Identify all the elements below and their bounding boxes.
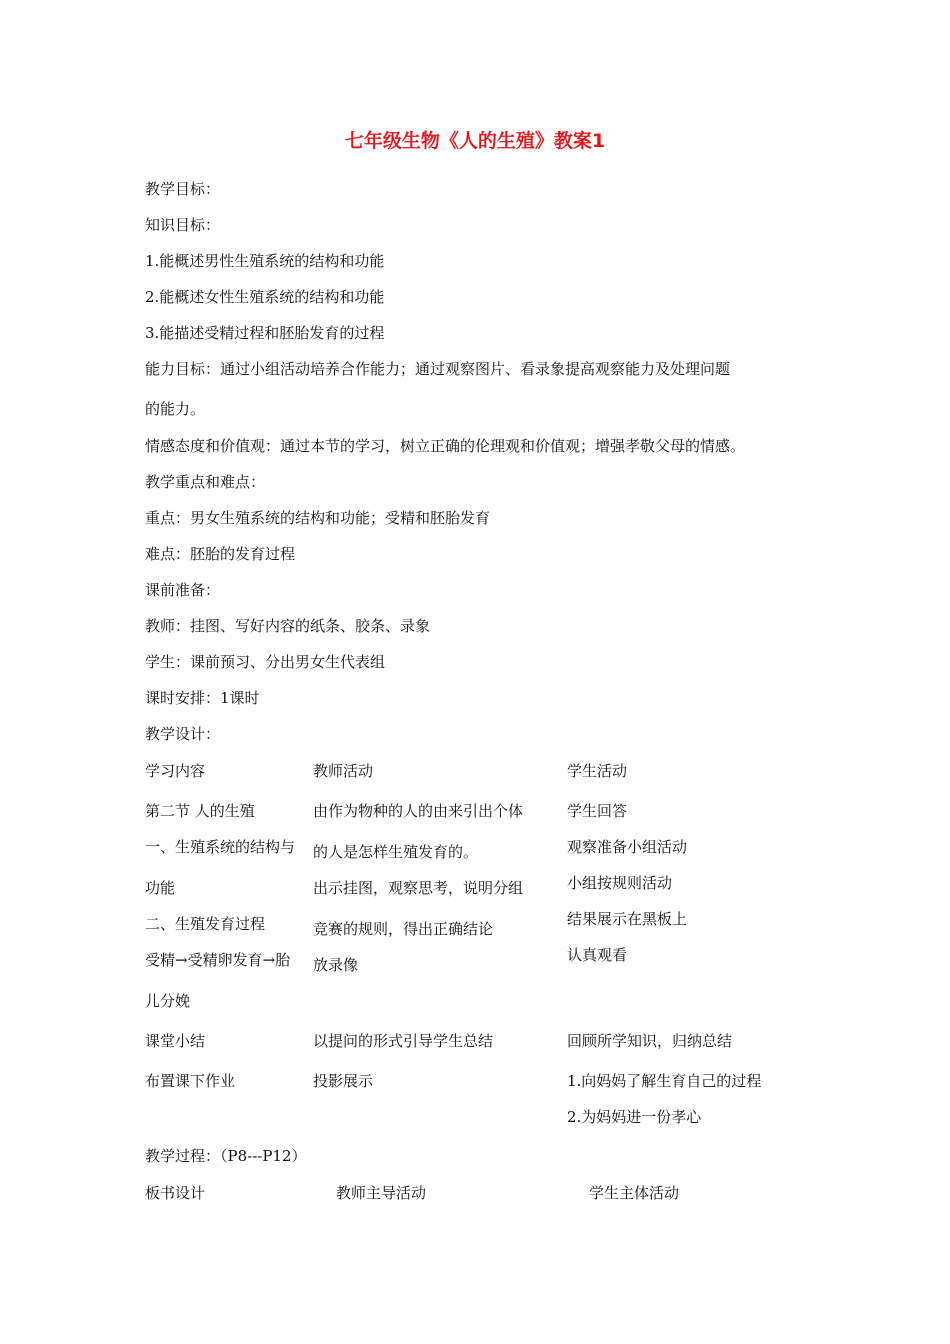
table-cell: 观察准备小组活动 xyxy=(567,838,688,856)
text-line: 课前准备： xyxy=(145,581,221,599)
table-header: 学习内容 xyxy=(145,762,206,780)
text-line: 学生：课前预习、分出男女生代表组 xyxy=(145,653,386,671)
table-cell: 结果展示在黑板上 xyxy=(567,910,688,928)
table-cell: 1.向妈妈了解生育自己的过程 xyxy=(567,1072,762,1090)
table-cell: 布置课下作业 xyxy=(145,1072,236,1090)
table-cell: 一、生殖系统的结构与 xyxy=(145,838,296,856)
text-line: 教师：挂图、写好内容的纸条、胶条、录象 xyxy=(145,617,431,635)
text-line: 知识目标： xyxy=(145,216,221,234)
table-cell: 功能 xyxy=(145,879,176,897)
table-header: 学生活动 xyxy=(567,762,628,780)
text-line: 3.能描述受精过程和胚胎发育的过程 xyxy=(145,324,385,342)
table-cell: 第二节 人的生殖 xyxy=(145,802,255,820)
table-cell: 的人是怎样生殖发育的。 xyxy=(313,843,479,861)
table-cell: 以提问的形式引导学生总结 xyxy=(313,1032,494,1050)
table-cell: 受精→受精卵发育→胎 xyxy=(145,951,291,969)
document-title: 七年级生物《人的生殖》教案1 xyxy=(344,130,606,152)
table-cell: 由作为物种的人的由来引出个体 xyxy=(313,802,524,820)
table-cell: 回顾所学知识，归纳总结 xyxy=(567,1032,733,1050)
table-cell: 儿分娩 xyxy=(145,992,191,1010)
text-line: 情感态度和价值观：通过本节的学习，树立正确的伦理观和价值观；增强孝敬父母的情感。 xyxy=(145,437,746,455)
table-cell: 认真观看 xyxy=(567,946,628,964)
text-line: 课时安排：1课时 xyxy=(145,689,260,707)
table-cell: 出示挂图，观察思考，说明分组 xyxy=(313,879,524,897)
text-line: 重点：男女生殖系统的结构和功能；受精和胚胎发育 xyxy=(145,509,491,527)
table-cell: 投影展示 xyxy=(313,1072,374,1090)
text-line: 教学设计： xyxy=(145,725,221,743)
table-cell: 学生回答 xyxy=(567,802,628,820)
text-line: 教学过程：（P8---P12） xyxy=(145,1147,307,1165)
text-line: 2.能概述女性生殖系统的结构和功能 xyxy=(145,288,385,306)
table-cell: 二、生殖发育过程 xyxy=(145,915,266,933)
text-line: 1.能概述男性生殖系统的结构和功能 xyxy=(145,252,385,270)
table-cell: 小组按规则活动 xyxy=(567,874,673,892)
text-line: 教学目标： xyxy=(145,180,221,198)
table-header: 教师活动 xyxy=(313,762,374,780)
table-cell: 2.为妈妈进一份孝心 xyxy=(567,1108,702,1126)
table-header: 教师主导活动 xyxy=(336,1184,427,1202)
text-line: 能力目标：通过小组活动培养合作能力；通过观察图片、看录象提高观察能力及处理问题 xyxy=(145,360,731,378)
table-cell: 竞赛的规则，得出正确结论 xyxy=(313,920,494,938)
table-cell: 课堂小结 xyxy=(145,1032,206,1050)
text-line: 教学重点和难点： xyxy=(145,473,266,491)
table-header: 板书设计 xyxy=(145,1184,206,1202)
table-cell: 放录像 xyxy=(313,956,359,974)
text-line: 的能力。 xyxy=(145,400,206,418)
table-header: 学生主体活动 xyxy=(589,1184,680,1202)
text-line: 难点：胚胎的发育过程 xyxy=(145,545,296,563)
